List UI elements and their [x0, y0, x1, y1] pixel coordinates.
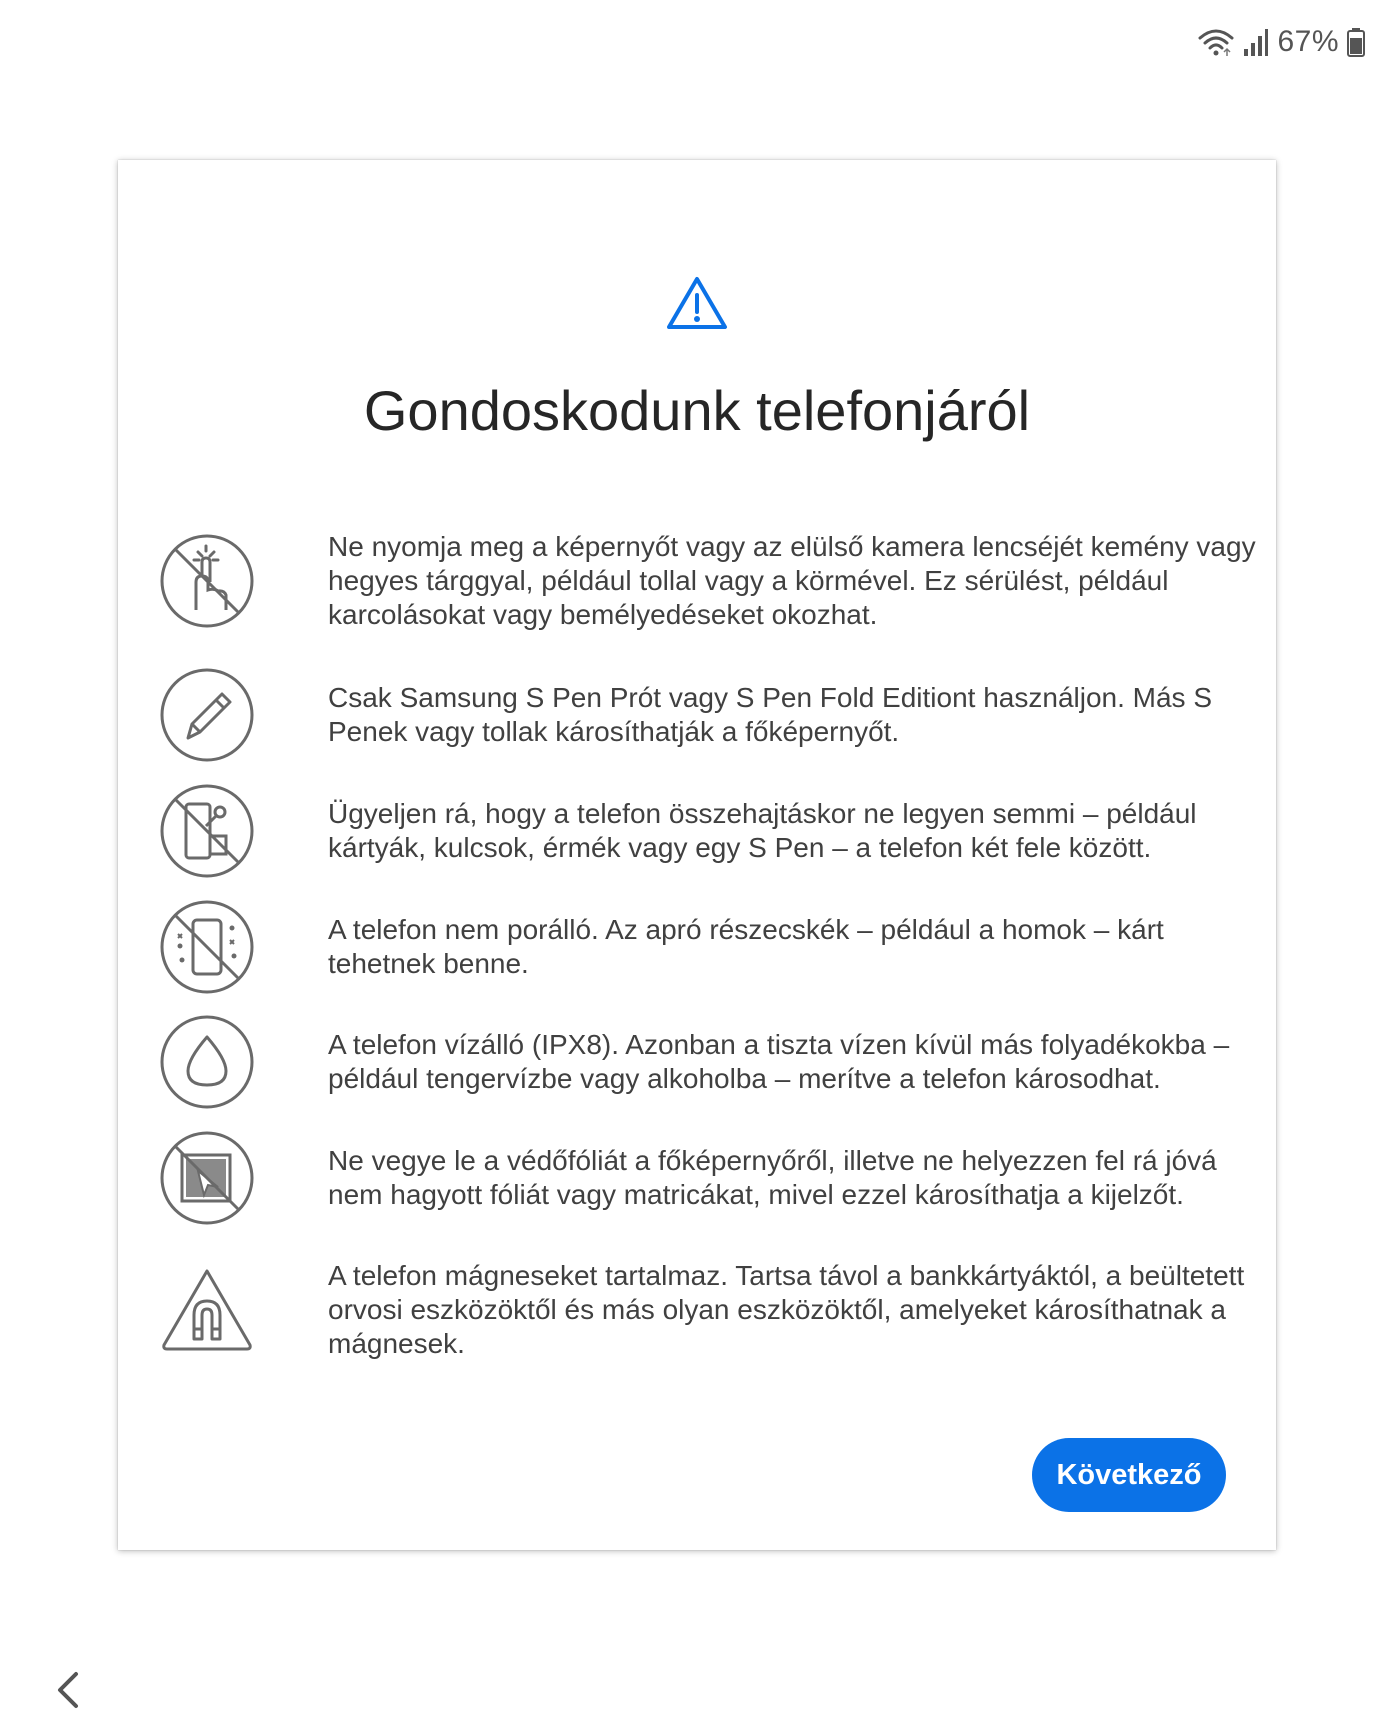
care-item-text: Ne nyomja meg a képernyőt vagy az elülső kamera lencséjét kemény vagy hegyes tárggyal, például tollal vagy a körmével. Ez sérülést, például karcolásokat vagy bemélyedéseket okozhat. [328, 531, 1256, 630]
next-button[interactable]: Következő [1032, 1438, 1226, 1512]
pen-icon [158, 666, 256, 764]
care-dialog-card [118, 160, 1276, 1550]
care-item-text: A telefon mágneseket tartalmaz. Tartsa távol a bankkártyáktól, a beültetett orvosi eszközöktől és más olyan eszközöktől, amelyeket károsíthatnak a mágnesek. [328, 1260, 1245, 1359]
care-item-pen [158, 666, 1248, 764]
care-item-no-press [158, 531, 1256, 630]
battery-icon [1347, 27, 1365, 57]
page-title: Gondoskodunk telefonjáról [363, 379, 1031, 442]
care-item-text: A telefon vízálló (IPX8). Azonban a tiszta vízen kívül más folyadékokba – például tengervízbe vagy alkoholba – merítve a telefon károsodhat. [328, 1029, 1230, 1094]
no-press-icon [158, 532, 256, 630]
care-item-text: Ügyeljen rá, hogy a telefon összehajtáskor ne legyen semmi – például kártyák, kulcsok, érmék vagy egy S Pen – a telefon két fele között. [328, 798, 1197, 863]
care-item-no-objects [158, 782, 1248, 880]
signal-icon [1243, 27, 1269, 57]
care-item-magnet [158, 1261, 1248, 1359]
warning-triangle-icon [665, 275, 729, 331]
no-dust-icon [158, 898, 256, 996]
chevron-left-icon [50, 1668, 86, 1712]
battery-percent: 67% [1277, 25, 1339, 58]
back-button[interactable] [50, 1668, 86, 1712]
wifi-icon [1197, 27, 1235, 57]
water-drop-icon [158, 1013, 256, 1111]
care-item-water [158, 1013, 1248, 1111]
no-film-removal-icon [158, 1129, 256, 1227]
care-item-no-dust [158, 898, 1248, 996]
care-item-text: Csak Samsung S Pen Prót vagy S Pen Fold Editiont használjon. Más S Penek vagy tollak károsíthatják a főképernyőt. [328, 682, 1213, 747]
magnet-warning-icon [158, 1261, 256, 1359]
no-objects-between-icon [158, 782, 256, 880]
care-item-text: Ne vegye le a védőfóliát a főképernyőről, illetve ne helyezzen fel rá jóvá nem hagyott fóliát vagy matricákat, mivel ezzel károsíthatja a kijelzőt. [328, 1145, 1217, 1210]
care-item-text: A telefon nem porálló. Az apró részecskék – például a homok – kárt tehetnek benne. [328, 914, 1164, 979]
status-bar [1197, 22, 1365, 62]
care-item-no-film [158, 1129, 1248, 1227]
